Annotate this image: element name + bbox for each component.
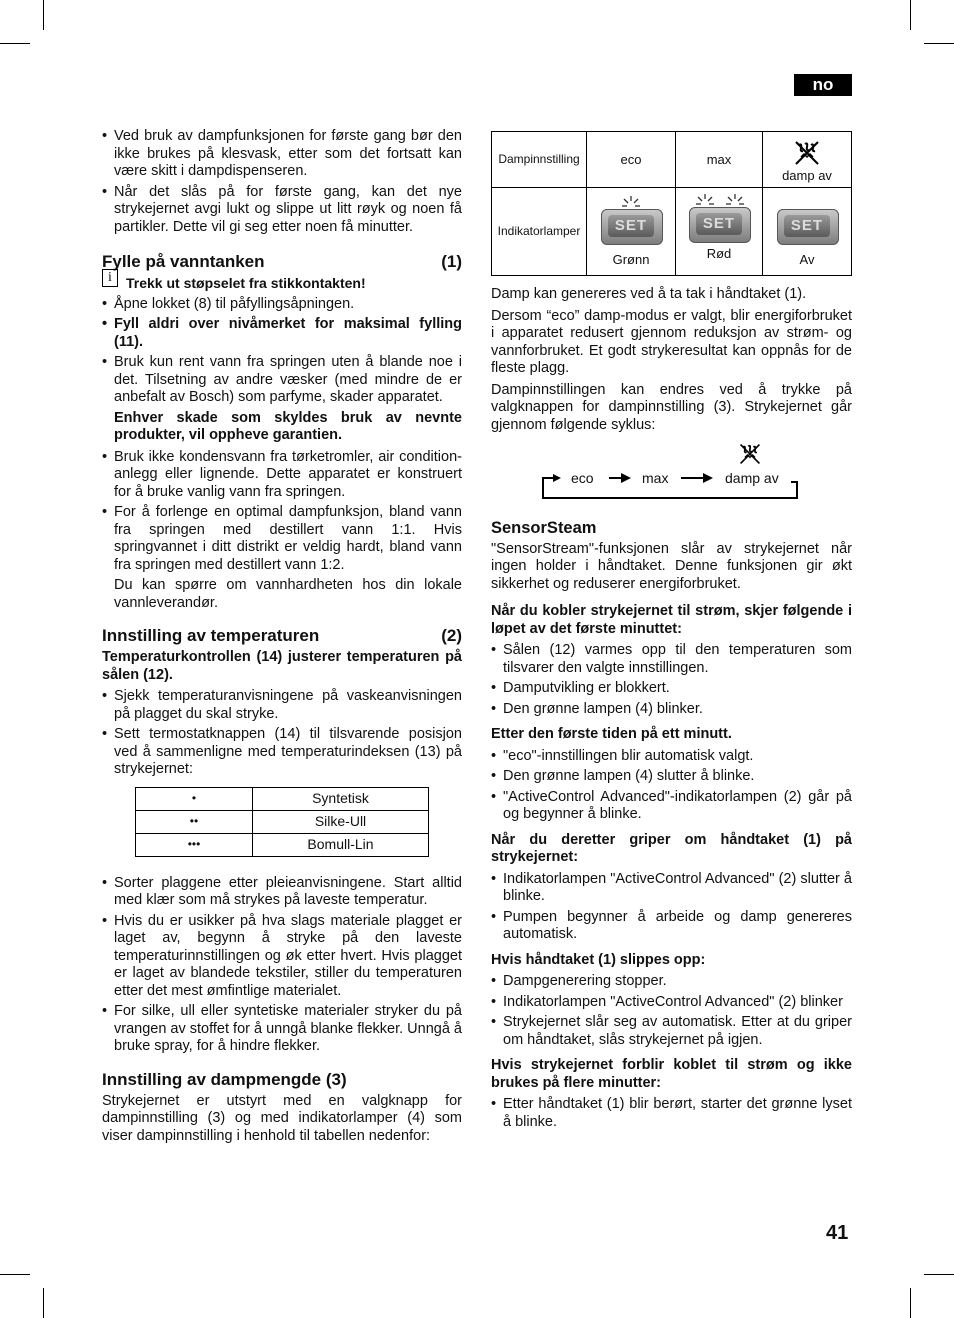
material-cell: Silke-Ull — [253, 810, 429, 833]
set-button — [689, 207, 751, 243]
section-heading-fill — [102, 252, 462, 272]
crop-mark — [0, 1274, 30, 1275]
temperature-intro: Temperaturkontrollen (14) justerer temperaturen på sålen (12). — [102, 649, 462, 683]
list-item: • Damputvikling er blokkert. — [491, 680, 852, 698]
damp-av-cell — [763, 132, 852, 188]
list-item: • Sålen (12) varmes opp til den temperaturen som tilsvarer den valgte innstillingen. — [491, 642, 852, 677]
list-item: • Den grønne lampen (4) slutter å blinke. — [491, 768, 852, 786]
list-item: • Pumpen begynner å arbeide og damp genereres automatisk. — [491, 909, 852, 944]
list-item: • "ActiveControl Advanced"-indikatorlampen (2) går på og begynner å blinke. — [491, 789, 852, 824]
list-item: • Den grønne lampen (4) blinker. — [491, 701, 852, 719]
list-item: • For å forlenge en optimal dampfunksjon, bland vann fra springen med destillert vann 1:1. Hvis springvannet i ditt distrikt er veldig hardt, bland vann fra springen med destillert vann 1:2. — [102, 504, 462, 574]
intro-list — [102, 128, 462, 236]
crop-mark — [910, 1288, 911, 1318]
dots-cell: ••• — [136, 833, 253, 856]
temperature-list-2 — [102, 875, 462, 1056]
list-item: • For silke, ull eller syntetiske materialer stryker du på vrangen av stoffet for å unngå blanke flekker. Unngå å bruke spray, for å hindre flekker. — [102, 1003, 462, 1056]
set-button-glowing — [600, 195, 662, 247]
water-hardness-note: Du kan spørre om vannhardheten hos din lokale vannleverandør. — [114, 577, 462, 611]
max-label: max — [706, 151, 732, 167]
set-button — [601, 209, 663, 245]
table-row — [492, 132, 852, 188]
list-item: • Bruk ikke kondensvann fra tørketromler, air condition-anlegg eller lignende. Dette apparatet er konstruert for å bruke vanlig vann fra springen. — [102, 449, 462, 502]
dots-cell: •• — [136, 810, 253, 833]
list-item: • Når det slås på for første gang, kan det nye strykejernet avgi lukt og slippe ut litt røyk og noen få partikler. Dette vil gi seg etter noen få minutter. — [102, 184, 462, 237]
sensor-list-2 — [491, 748, 852, 824]
list-item: • Bruk kun rent vann fra springen uten å blande noe i det. Tilsetning av andre væsker (med mindre de er anbefalt av Bosch) som parfyme, skader apparatet. — [102, 354, 462, 407]
no-steam-icon — [737, 442, 763, 466]
set-button-off — [776, 195, 838, 247]
list-item: • Strykejernet slår seg av automatisk. Etter at du griper om håndtaket, slås strykejernet på igjen. — [491, 1014, 852, 1049]
no-steam-icon — [793, 139, 821, 167]
table-row — [492, 188, 852, 276]
set-button — [777, 209, 839, 245]
crop-mark — [43, 1288, 44, 1318]
section-heading-sensorsteam: SensorSteam — [491, 519, 597, 537]
sensor-intro: "SensorStream"-funksjonen slår av strykejernet når ingen holder i håndtaket. Denne funksjonen gir økt sikkerhet og reduserer energiforbruket. — [491, 540, 852, 592]
sensor-subheading: Etter den første tiden på ett minutt. — [491, 726, 732, 742]
list-item: • "eco"-innstillingen blir automatisk valgt. — [491, 748, 852, 766]
fill-list-2 — [102, 449, 462, 575]
heading-number: (1) — [441, 252, 462, 271]
dots-cell: • — [136, 787, 253, 810]
green-label: Grønn — [612, 251, 650, 267]
crop-mark — [0, 43, 30, 44]
sensor-list-3 — [491, 871, 852, 944]
list-item: • Fyll aldri over nivåmerket for maksimal fylling (11). — [102, 316, 462, 351]
list-item: • Åpne lokket (8) til påfyllingsåpningen. — [102, 296, 462, 314]
steam-text-1: Damp kan genereres ved å ta tak i håndtaket (1). — [491, 286, 807, 302]
page-number: 41 — [826, 1222, 849, 1244]
red-label: Rød — [706, 245, 732, 261]
table-row — [136, 787, 429, 810]
list-item: • Dampgenerering stopper. — [491, 973, 852, 991]
crop-mark — [43, 0, 44, 30]
eco-label: eco — [620, 151, 642, 167]
left-column — [102, 128, 462, 1149]
eco-cell — [587, 132, 676, 188]
material-cell: Syntetisk — [253, 787, 429, 810]
red-lamp-cell — [676, 188, 763, 276]
heading-number: (2) — [441, 626, 462, 645]
section-heading-steam-amount — [102, 1070, 462, 1090]
set-label: SET — [784, 215, 830, 237]
steam-indicator-table — [491, 131, 852, 276]
green-lamp-cell — [587, 188, 676, 276]
damp-av-label: damp av — [782, 167, 832, 183]
list-item: • Ved bruk av dampfunksjonen for første gang bør den ikke brukes på klesvask, etter som det fortsatt kan være skitt i dampdispenseren. — [102, 128, 462, 181]
sensor-list-4 — [491, 973, 852, 1049]
unplug-text: Trekk ut støpselet fra stikkontakten! — [126, 275, 366, 291]
list-item: • Hvis du er usikker på hva slags materiale plagget er laget av, begynn å stryke på den laveste temperaturinnstillingen og øk etter hvert. Hvis plagget er laget av blandede tekstiler, stiller du temperaturen etter det mest ømfintlige materialet. — [102, 913, 462, 1001]
sensor-subheading: Hvis strykejernet forblir koblet til strøm og ikke brukes på flere minutter: — [491, 1057, 852, 1091]
row-label: Indikatorlamper — [492, 188, 587, 276]
cycle-eco: eco — [571, 470, 594, 486]
crop-mark — [924, 43, 954, 44]
row-label: Dampinnstilling — [492, 132, 587, 188]
set-label: SET — [608, 215, 654, 237]
set-button-glowing — [688, 193, 750, 245]
info-icon: i — [102, 269, 118, 287]
set-label: SET — [696, 213, 742, 235]
steam-text-3: Dampinnstillingen kan endres ved å trykke på valgknappen for dampinnstilling (3). Strykejernet går gjennom følgende syklus: — [491, 381, 852, 433]
cycle-damp-av: damp av — [725, 470, 779, 486]
crop-mark — [910, 0, 911, 30]
heading-text: Innstilling av dampmengde (3) — [102, 1069, 347, 1089]
sensor-subheading: Hvis håndtaket (1) slippes opp: — [491, 951, 706, 968]
section-heading-temperature — [102, 626, 462, 646]
steam-cycle-diagram — [491, 442, 852, 514]
sensor-list-1 — [491, 642, 852, 718]
material-cell: Bomull-Lin — [253, 833, 429, 856]
off-label: Av — [799, 251, 815, 267]
crop-mark — [924, 1274, 954, 1275]
list-item: • Indikatorlampen "ActiveControl Advanced" (2) blinker — [491, 994, 852, 1012]
temperature-table — [135, 787, 429, 857]
language-badge: no — [794, 74, 852, 96]
table-row — [136, 810, 429, 833]
sensor-subheading: Når du kobler strykejernet til strøm, skjer følgende i løpet av det første minuttet: — [491, 603, 852, 637]
list-item: • Indikatorlampen "ActiveControl Advanced" (2) slutter å blinke. — [491, 871, 852, 906]
temperature-list — [102, 688, 462, 779]
sensor-subheading: Når du deretter griper om håndtaket (1) på strykejernet: — [491, 831, 852, 865]
unplug-warning — [102, 270, 462, 293]
cycle-max: max — [642, 470, 669, 486]
list-item: • Sett termostatknappen (14) til tilsvarende posisjon ved å sammenligne med temperaturindeksen (13) på strykejernet: — [102, 726, 462, 779]
list-item: • Sorter plaggene etter pleieanvisningene. Start alltid med klær som må strykes på laveste temperatur. — [102, 875, 462, 910]
right-column — [491, 131, 852, 1134]
max-cell — [676, 132, 763, 188]
list-item: • Etter håndtaket (1) blir berørt, starter det grønne lyset å blinke. — [491, 1096, 852, 1131]
steam-text-2: Dersom “eco” damp-modus er valgt, blir energiforbruket i apparatet redusert gjennom reduksjon av strøm- og vannforbruket. Et godt strykeresultat kan oppnås for de fleste plagg. — [491, 307, 852, 376]
heading-text: Innstilling av temperaturen — [102, 626, 320, 645]
off-lamp-cell — [763, 188, 852, 276]
fill-list — [102, 296, 462, 407]
table-row — [136, 833, 429, 856]
steam-amount-text: Strykejernet er utstyrt med en valgknapp for dampinnstilling (3) og med indikatorlamper (4) som viser dampinnstilling i henhold til tabellen nedenfor: — [102, 1092, 462, 1144]
cycle-arrows — [491, 442, 852, 514]
warranty-warning: Enhver skade som skyldes bruk av nevnte produkter, vil oppheve garantien. — [114, 409, 462, 443]
heading-text: Fylle på vanntanken — [102, 252, 265, 271]
sensor-list-5 — [491, 1096, 852, 1131]
list-item: • Sjekk temperaturanvisningene på vaskeanvisningen på plagget du skal stryke. — [102, 688, 462, 723]
